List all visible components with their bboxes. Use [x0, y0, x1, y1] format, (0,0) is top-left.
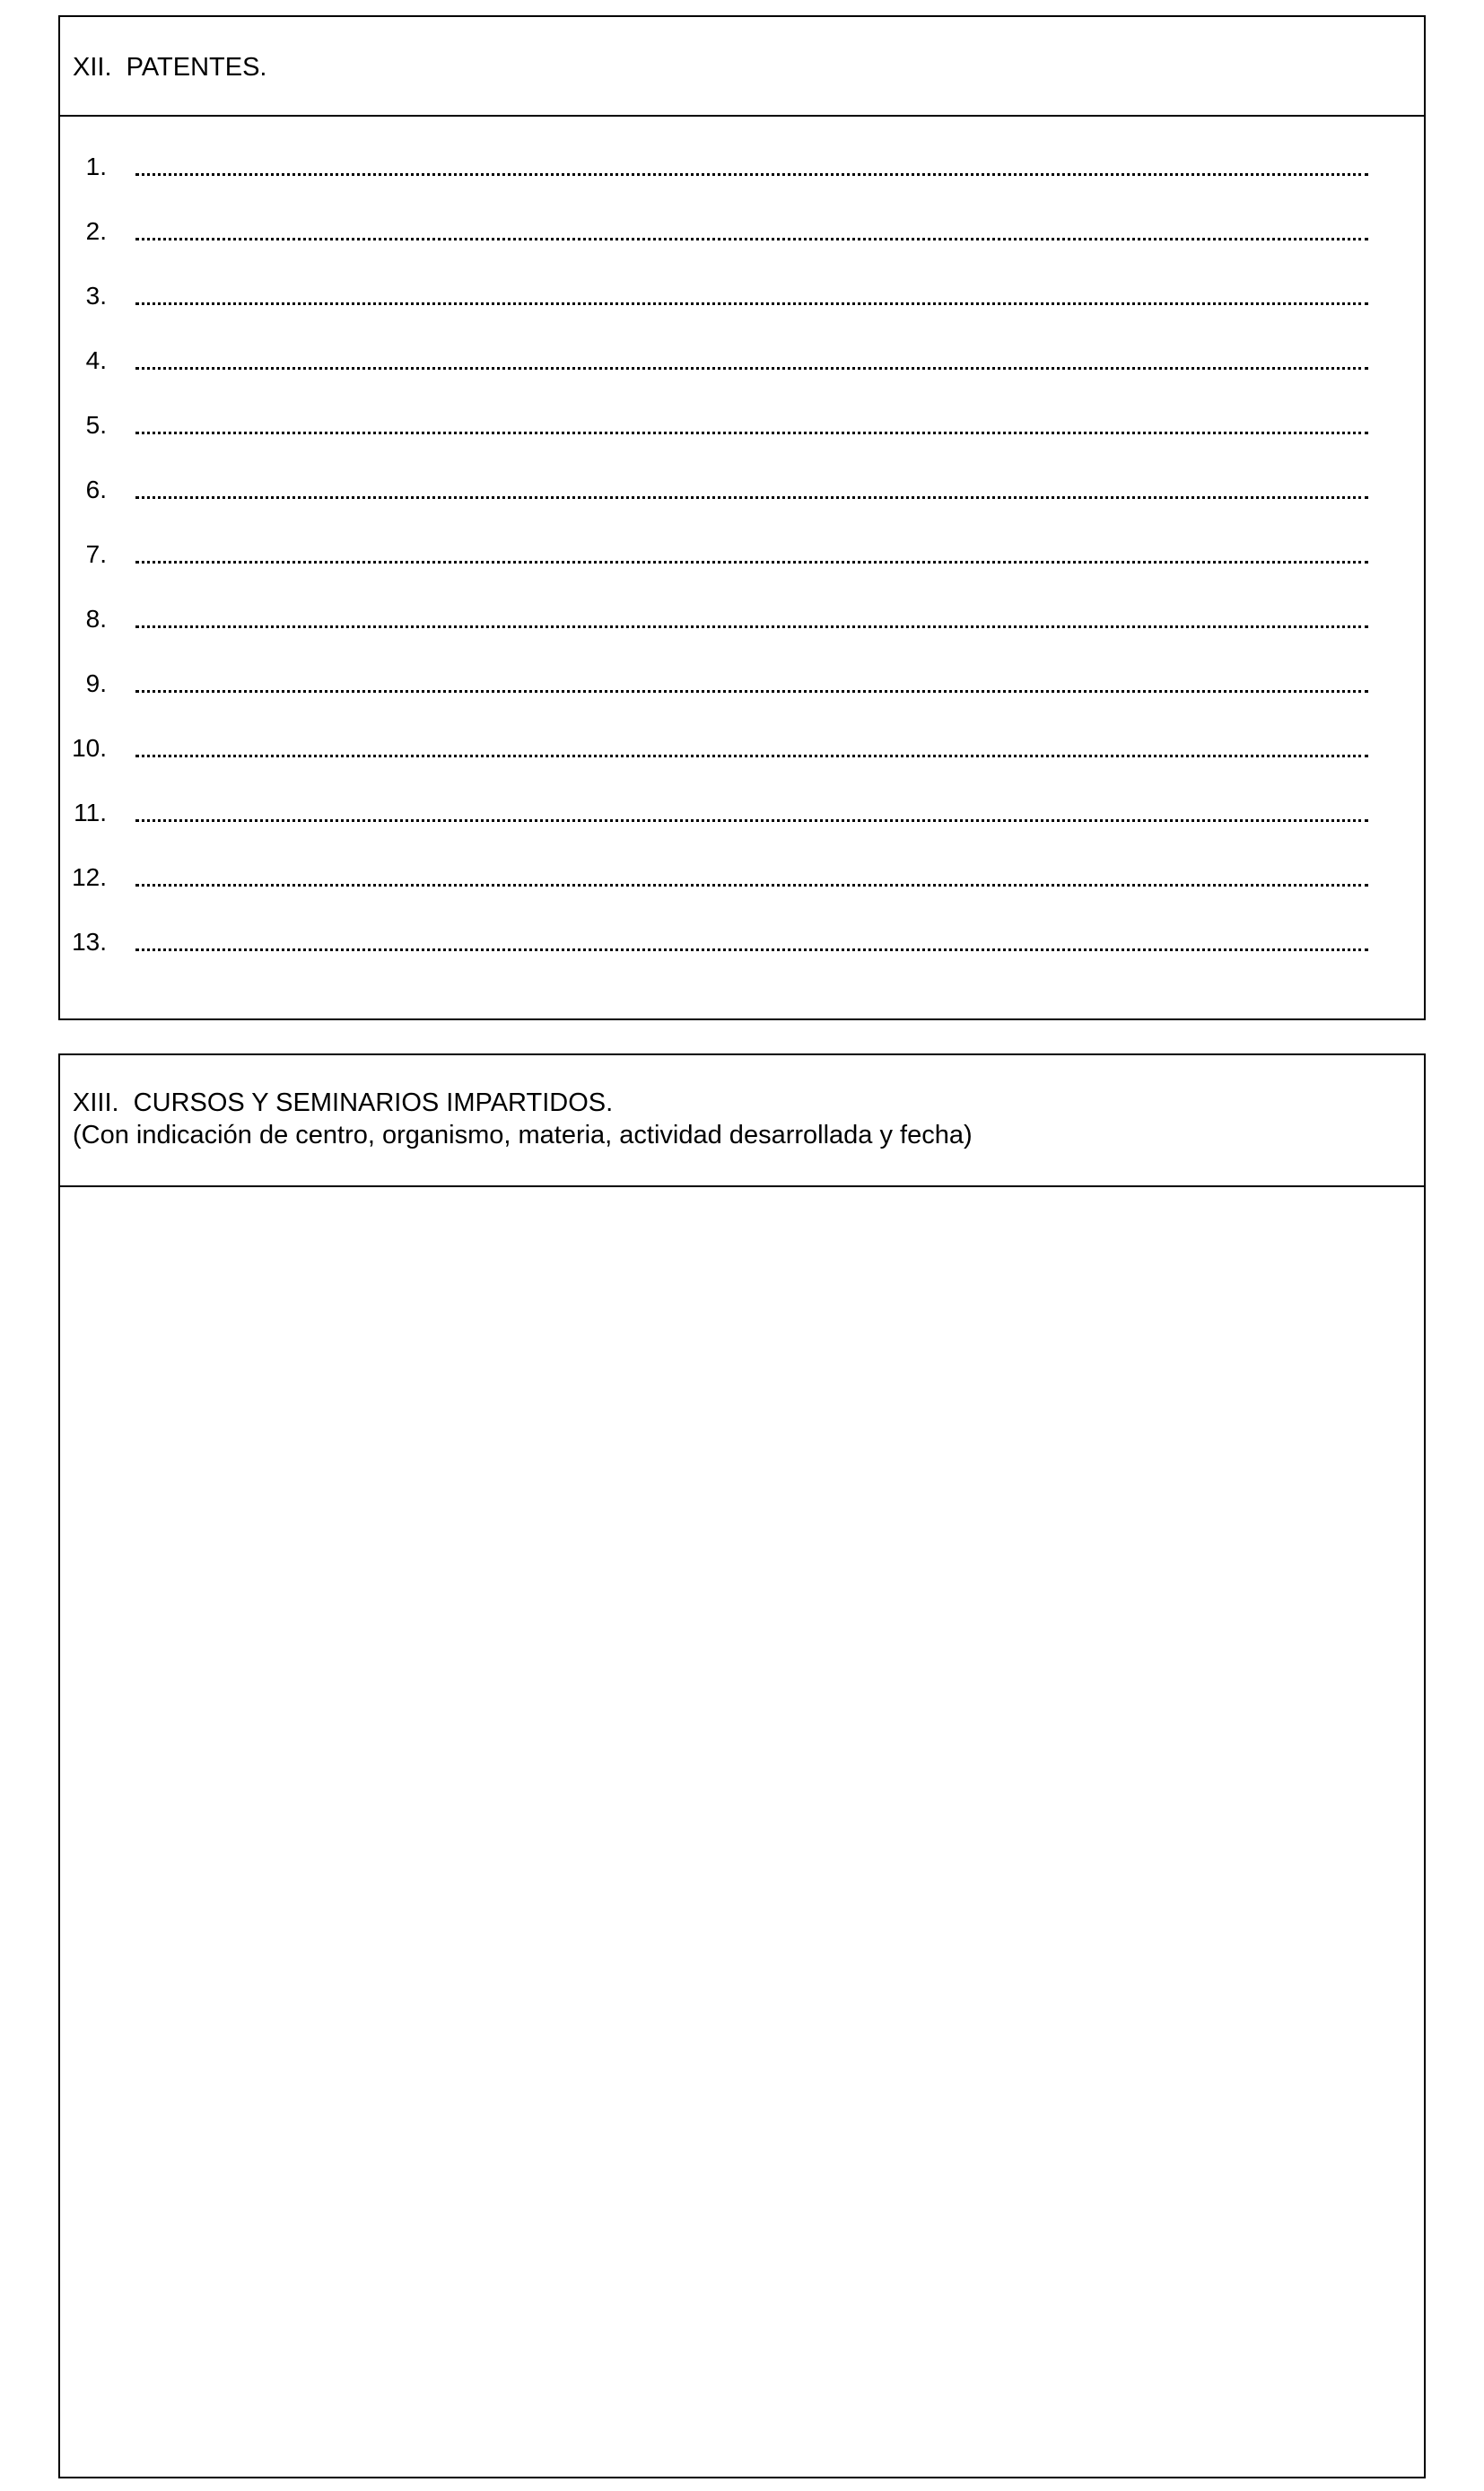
dotted-fill-line[interactable] — [135, 238, 1368, 240]
list-item[interactable] — [60, 343, 1424, 379]
item-number: 13. — [72, 928, 107, 956]
item-number: 11. — [74, 799, 107, 826]
dotted-fill-line[interactable] — [135, 625, 1368, 628]
item-number: 12. — [72, 863, 107, 891]
dotted-fill-line[interactable] — [135, 690, 1368, 693]
list-item[interactable] — [60, 730, 1424, 766]
item-number: 4. — [85, 346, 107, 374]
list-item[interactable] — [60, 472, 1424, 508]
dotted-fill-line[interactable] — [135, 367, 1368, 370]
item-number: 3. — [85, 282, 107, 310]
courses-content-area[interactable] — [60, 1187, 1424, 2477]
list-item[interactable] — [60, 149, 1424, 185]
list-item[interactable] — [60, 924, 1424, 960]
patents-section — [58, 15, 1426, 1020]
list-item[interactable] — [60, 860, 1424, 896]
item-number: 7. — [85, 540, 107, 568]
courses-subtitle: (Con indicación de centro, organismo, materia, actividad desarrollada y fecha) — [73, 1121, 973, 1149]
item-number: 9. — [85, 669, 107, 697]
list-item[interactable] — [60, 537, 1424, 572]
courses-section — [58, 1053, 1426, 2478]
list-item[interactable] — [60, 214, 1424, 249]
patents-title: XII. PATENTES. — [73, 53, 267, 82]
list-item[interactable] — [60, 601, 1424, 637]
list-item[interactable] — [60, 407, 1424, 443]
dotted-fill-line[interactable] — [135, 496, 1368, 499]
list-item[interactable] — [60, 278, 1424, 314]
dotted-fill-line[interactable] — [135, 432, 1368, 434]
courses-title: XIII. CURSOS Y SEMINARIOS IMPARTIDOS. — [73, 1088, 614, 1117]
dotted-fill-line[interactable] — [135, 819, 1368, 822]
item-number: 10. — [72, 734, 107, 762]
item-number: 5. — [85, 411, 107, 439]
dotted-fill-line[interactable] — [135, 561, 1368, 564]
patents-header — [60, 17, 1424, 117]
item-number: 2. — [85, 217, 107, 245]
item-number: 8. — [85, 605, 107, 633]
item-number: 1. — [85, 153, 107, 180]
dotted-fill-line[interactable] — [135, 302, 1368, 305]
list-item[interactable] — [60, 795, 1424, 831]
dotted-fill-line[interactable] — [135, 948, 1368, 951]
dotted-fill-line[interactable] — [135, 884, 1368, 887]
dotted-fill-line[interactable] — [135, 173, 1368, 176]
dotted-fill-line[interactable] — [135, 755, 1368, 757]
courses-header — [60, 1055, 1424, 1187]
list-item[interactable] — [60, 666, 1424, 702]
item-number: 6. — [85, 476, 107, 503]
